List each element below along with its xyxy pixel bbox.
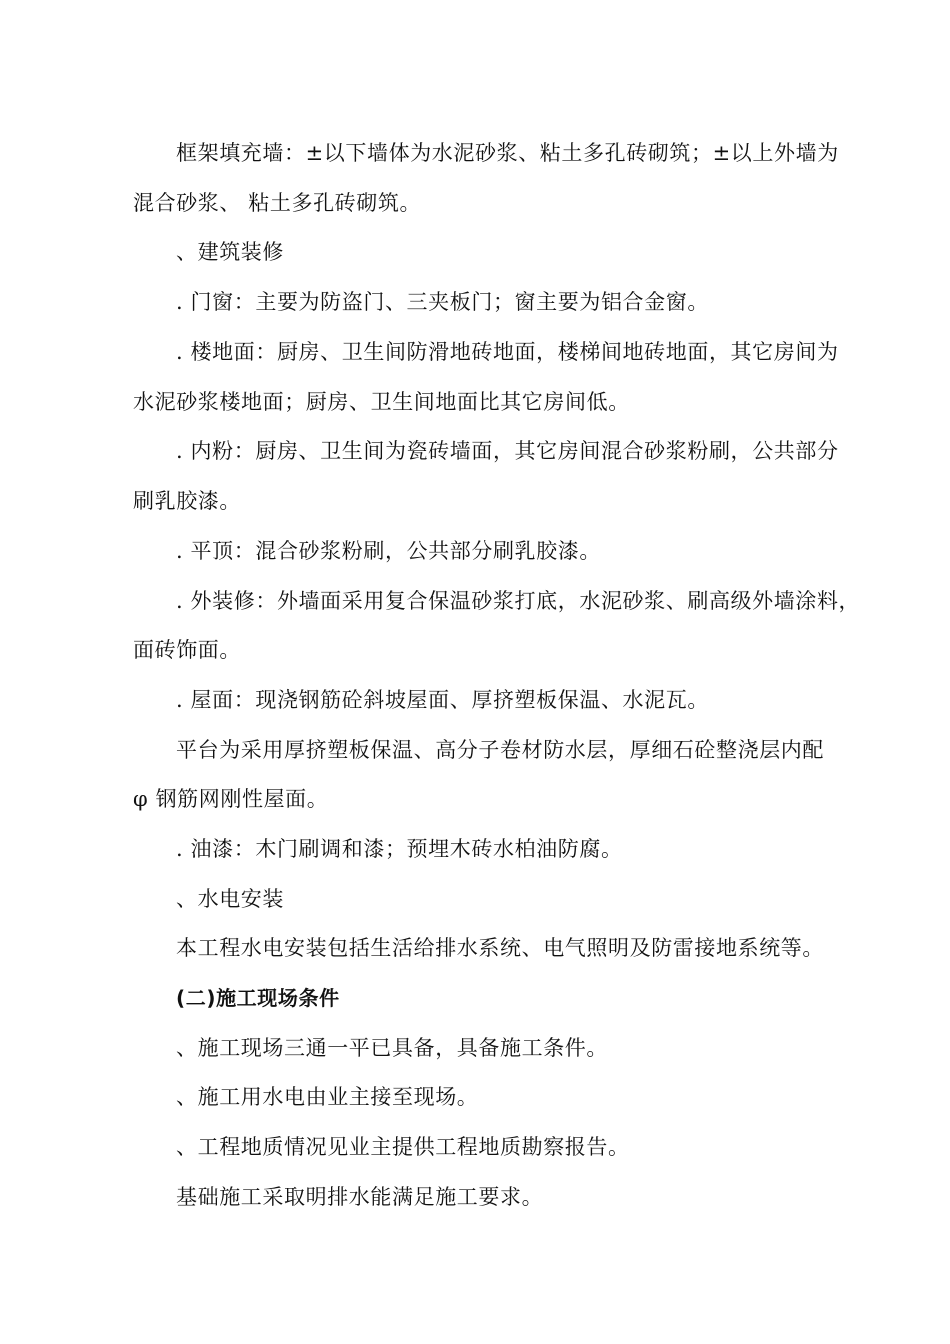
- paragraph-mep-scope: 本工程水电安装包括生活给排水系统、电气照明及防雷接地系统等。: [176, 936, 824, 960]
- item-doors-windows: . 门窗：主要为防盗门、三夹板门；窗主要为铝合金窗。: [176, 290, 709, 314]
- paragraph-infill-wall-line-2: 混合砂浆、 粘土多孔砖砌筑。: [133, 191, 422, 215]
- item-exterior-finish-line-2: 面砖饰面。: [133, 638, 241, 662]
- item-site-readiness: 、施工现场三通一平已具备，具备施工条件。: [176, 1036, 608, 1060]
- item-exterior-finish-line-1: . 外装修：外墙面采用复合保温砂浆打底，水泥砂浆、刷高级外墙涂料，: [176, 589, 861, 613]
- paragraph-foundation-drainage: 基础施工采取明排水能满足施工要求。: [176, 1185, 544, 1209]
- item-paint: . 油漆：木门刷调和漆；预埋木砖水柏油防腐。: [176, 837, 623, 861]
- item-ceiling: . 平顶：混合砂浆粉刷，公共部分刷乳胶漆。: [176, 539, 601, 563]
- section-heading-site-conditions: (二)施工现场条件: [176, 986, 340, 1010]
- item-floor-line-1: . 楼地面：厨房、卫生间防滑地砖地面，楼梯间地砖地面，其它房间为: [176, 340, 839, 364]
- item-terrace-line-1: 平台为采用厚挤塑板保温、高分子卷材防水层，厚细石砼整浇层内配: [176, 738, 824, 762]
- item-site-utilities: 、施工用水电由业主接至现场。: [176, 1085, 479, 1109]
- item-geology-report: 、工程地质情况见业主提供工程地质勘察报告。: [176, 1135, 630, 1159]
- paragraph-infill-wall-line-1: 框架填充墙：±以下墙体为水泥砂浆、粘土多孔砖砌筑；±以上外墙为: [176, 141, 839, 165]
- item-interior-plaster-line-1: . 内粉：厨房、卫生间为瓷砖墙面，其它房间混合砂浆粉刷，公共部分: [176, 439, 839, 463]
- item-roof: . 屋面：现浇钢筋砼斜坡屋面、厚挤塑板保温、水泥瓦。: [176, 688, 709, 712]
- section-heading-mep: 、水电安装: [176, 887, 284, 911]
- item-floor-line-2: 水泥砂浆楼地面；厨房、卫生间地面比其它房间低。: [133, 390, 630, 414]
- item-terrace-line-2: φ 钢筋网刚性屋面。: [133, 787, 329, 811]
- section-heading-decoration: 、建筑装修: [176, 240, 284, 264]
- item-interior-plaster-line-2: 刷乳胶漆。: [133, 489, 241, 513]
